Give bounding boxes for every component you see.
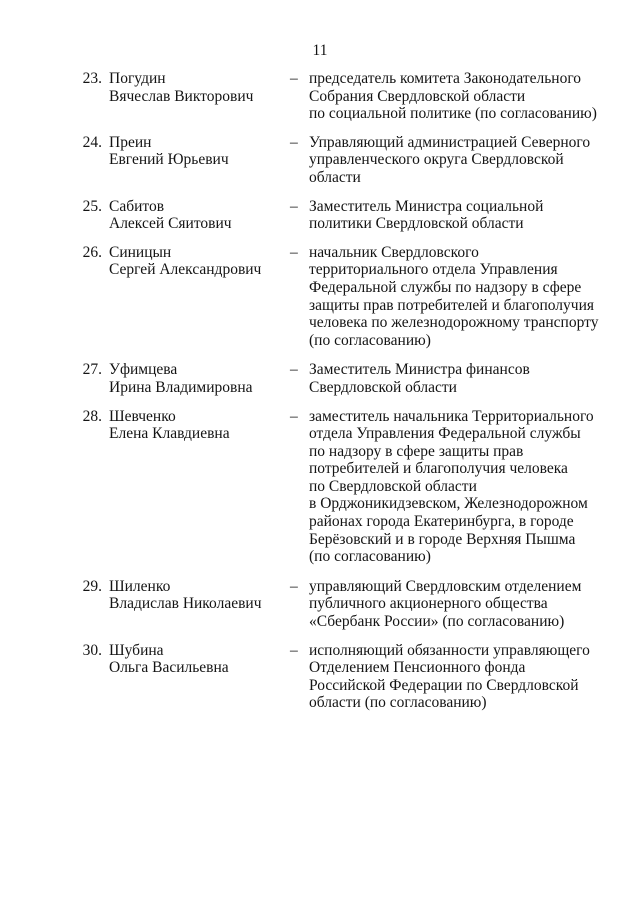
entry-number: 28.	[82, 407, 102, 425]
member-position: заместитель начальника Территориального отдела Управления Федеральной службы по надзору в сфере защиты прав потребителей и благополучия человека по Свердловской области в Орджоникидзевском, Железнодорожном районах города Екатеринбурга, в городе Берёзовский и в городе Верхняя Пышма (по согласованию)	[309, 407, 594, 566]
entry-number: 24.	[82, 133, 102, 151]
entry-number: 25.	[82, 197, 102, 215]
member-position: исполняющий обязанности управляющего Отделением Пенсионного фонда Российской Федерации по Свердловской области (по согласованию)	[309, 641, 590, 712]
list-item	[0, 198, 640, 233]
entry-number: 23.	[82, 70, 102, 87]
dash-separator: –	[290, 70, 298, 87]
entry-number: 27.	[82, 361, 102, 379]
list-item	[0, 134, 640, 187]
dash-separator: –	[290, 243, 298, 261]
member-position: Управляющий администрацией Северного управленческого округа Свердловской области	[309, 133, 591, 186]
member-position: начальник Свердловского территориального отдела Управления Федеральной службы по надзору в сфере защиты прав потребителей и благополучия человека по железнодорожному транспорту (по согласованию)	[309, 243, 599, 349]
dash-separator: –	[290, 133, 298, 151]
list-item	[0, 70, 640, 123]
list-item	[0, 408, 640, 566]
member-position: Заместитель Министра финансов Свердловской области	[309, 361, 530, 396]
member-name: Шубина Ольга Васильевна	[109, 641, 229, 677]
member-position: Заместитель Министра социальной политики Свердловской области	[309, 197, 544, 233]
dash-separator: –	[290, 197, 298, 215]
dash-separator: –	[290, 577, 298, 595]
member-position: председатель комитета Законодательного Собрания Свердловской области по социальной политике (по согласованию)	[309, 70, 597, 123]
member-name: Шевченко Елена Клавдиевна	[109, 407, 230, 443]
entry-number: 29.	[82, 577, 102, 595]
list-item	[0, 578, 640, 631]
member-list	[0, 70, 640, 712]
member-name: Погудин Вячеслав Викторович	[109, 70, 254, 105]
dash-separator: –	[290, 407, 298, 425]
list-item	[0, 642, 640, 712]
member-name: Синицын Сергей Александрович	[109, 243, 262, 279]
member-name: Уфимцева Ирина Владимировна	[109, 361, 253, 396]
list-item	[0, 244, 640, 350]
member-name: Шиленко Владислав Николаевич	[109, 577, 262, 613]
dash-separator: –	[290, 641, 298, 659]
entry-number: 26.	[82, 243, 102, 261]
entry-number: 30.	[82, 641, 102, 659]
page-number: 11	[312, 42, 328, 59]
member-name: Сабитов Алексей Сяитович	[109, 197, 232, 233]
list-item	[0, 361, 640, 396]
member-position: управляющий Свердловским отделением публичного акционерного общества «Сбербанк России» (по согласованию)	[309, 577, 582, 631]
member-name: Преин Евгений Юрьевич	[109, 133, 229, 169]
dash-separator: –	[290, 361, 298, 379]
